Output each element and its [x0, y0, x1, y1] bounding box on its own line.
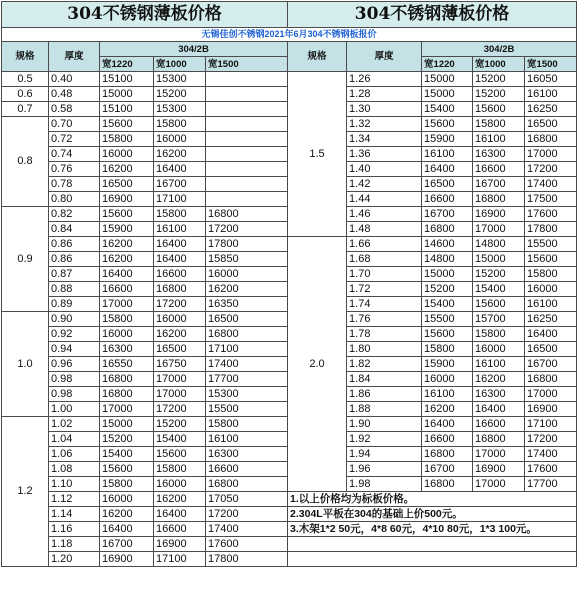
price-w1000-cell: 16200 — [154, 327, 206, 342]
price-w1000-cell: 17200 — [154, 402, 206, 417]
price-w1500-cell: 17800 — [206, 552, 288, 567]
price-w1000-cell: 15600 — [154, 447, 206, 462]
thickness-cell: 0.82 — [49, 207, 100, 222]
price-w1000-cell: 16100 — [473, 357, 525, 372]
price-w1000-cell: 16000 — [473, 342, 525, 357]
thickness-cell: 1.80 — [347, 342, 422, 357]
price-w1500-cell — [206, 72, 288, 87]
price-w1220-cell: 16500 — [100, 177, 154, 192]
thickness-cell: 1.90 — [347, 417, 422, 432]
price-w1000-cell: 17000 — [154, 372, 206, 387]
price-w1000-cell: 16700 — [473, 177, 525, 192]
thickness-cell: 1.94 — [347, 447, 422, 462]
price-w1220-cell: 16200 — [422, 402, 473, 417]
price-w1000-cell: 15400 — [154, 432, 206, 447]
thickness-cell: 1.42 — [347, 177, 422, 192]
price-w1000-cell: 16400 — [154, 252, 206, 267]
price-w1500-cell: 17800 — [525, 222, 577, 237]
price-w1220-cell: 16800 — [422, 447, 473, 462]
price-w1220-cell: 16200 — [100, 507, 154, 522]
price-w1500-cell: 16050 — [525, 72, 577, 87]
price-w1500-cell: 16000 — [525, 282, 577, 297]
price-w1220-cell: 16400 — [422, 417, 473, 432]
price-w1220-cell: 16550 — [100, 357, 154, 372]
price-w1000-cell: 16700 — [154, 177, 206, 192]
price-w1000-cell: 16300 — [473, 387, 525, 402]
price-w1220-cell: 16000 — [422, 372, 473, 387]
thickness-cell: 1.92 — [347, 432, 422, 447]
thickness-cell: 1.82 — [347, 357, 422, 372]
price-w1500-cell: 16600 — [206, 462, 288, 477]
thickness-cell: 1.72 — [347, 282, 422, 297]
spec-cell: 0.6 — [2, 87, 49, 102]
thickness-cell: 1.68 — [347, 252, 422, 267]
thickness-cell: 1.18 — [49, 537, 100, 552]
price-w1220-cell: 15200 — [422, 282, 473, 297]
price-w1500-cell: 15500 — [525, 237, 577, 252]
header-grade: 304/2B — [422, 42, 577, 57]
price-w1000-cell: 16600 — [154, 267, 206, 282]
thickness-cell: 0.80 — [49, 192, 100, 207]
price-w1220-cell: 15100 — [100, 102, 154, 117]
price-w1000-cell: 16000 — [154, 312, 206, 327]
price-w1500-cell — [206, 117, 288, 132]
price-w1500-cell: 16250 — [525, 102, 577, 117]
thickness-cell: 1.46 — [347, 207, 422, 222]
price-w1220-cell: 16600 — [100, 282, 154, 297]
thickness-cell: 0.48 — [49, 87, 100, 102]
thickness-cell: 1.28 — [347, 87, 422, 102]
header-width-1500: 宽1500 — [206, 57, 288, 72]
thickness-cell: 0.98 — [49, 372, 100, 387]
price-w1220-cell: 15000 — [422, 267, 473, 282]
price-w1500-cell: 17800 — [206, 237, 288, 252]
thickness-cell: 1.26 — [347, 72, 422, 87]
price-table — [1, 1, 577, 567]
price-w1500-cell: 17200 — [206, 507, 288, 522]
thickness-cell: 1.08 — [49, 462, 100, 477]
price-w1000-cell: 15800 — [154, 462, 206, 477]
thickness-cell: 0.87 — [49, 267, 100, 282]
price-w1000-cell: 15800 — [473, 117, 525, 132]
thickness-cell: 0.84 — [49, 222, 100, 237]
price-w1000-cell: 17000 — [473, 222, 525, 237]
price-w1220-cell: 16200 — [100, 237, 154, 252]
price-w1220-cell: 16000 — [100, 147, 154, 162]
price-w1000-cell: 15300 — [154, 102, 206, 117]
note-line: 1.以上价格均为标板价格。 — [288, 492, 577, 507]
price-w1220-cell: 16800 — [100, 387, 154, 402]
price-w1220-cell: 15400 — [100, 447, 154, 462]
price-w1000-cell: 16000 — [154, 477, 206, 492]
price-w1220-cell: 15900 — [422, 132, 473, 147]
thickness-cell: 1.86 — [347, 387, 422, 402]
price-w1000-cell: 16800 — [473, 432, 525, 447]
price-w1500-cell: 16500 — [525, 342, 577, 357]
price-w1220-cell: 15000 — [422, 87, 473, 102]
thickness-cell: 0.74 — [49, 147, 100, 162]
note-line: 2.304L平板在304的基础上价500元。 — [288, 507, 577, 522]
note-line — [288, 552, 577, 567]
thickness-cell: 1.32 — [347, 117, 422, 132]
price-w1220-cell: 16900 — [100, 552, 154, 567]
price-w1000-cell: 16000 — [154, 132, 206, 147]
note-line — [288, 537, 577, 552]
price-w1500-cell: 16400 — [525, 327, 577, 342]
price-w1500-cell: 15500 — [206, 402, 288, 417]
price-w1000-cell: 15600 — [473, 102, 525, 117]
price-w1500-cell: 17600 — [525, 462, 577, 477]
title-row — [2, 2, 577, 28]
price-w1500-cell: 16000 — [206, 267, 288, 282]
price-w1220-cell: 16700 — [422, 462, 473, 477]
price-w1220-cell: 16100 — [422, 147, 473, 162]
price-w1220-cell: 16400 — [100, 267, 154, 282]
thickness-cell: 1.14 — [49, 507, 100, 522]
spec-cell: 0.8 — [2, 117, 49, 207]
price-w1500-cell: 16100 — [525, 297, 577, 312]
price-w1500-cell: 15850 — [206, 252, 288, 267]
quote-subtitle: 无锡佳创不锈钢2021年6月304不锈钢板报价 — [2, 28, 577, 42]
price-w1000-cell: 15200 — [473, 72, 525, 87]
price-w1220-cell: 16700 — [422, 207, 473, 222]
price-w1500-cell: 17500 — [525, 192, 577, 207]
price-w1220-cell: 15400 — [422, 297, 473, 312]
price-w1500-cell: 17000 — [525, 387, 577, 402]
price-w1500-cell: 16800 — [206, 327, 288, 342]
header-width-1220: 宽1220 — [100, 57, 154, 72]
price-w1500-cell: 16300 — [206, 447, 288, 462]
price-w1000-cell: 17200 — [154, 297, 206, 312]
price-w1220-cell: 15000 — [100, 87, 154, 102]
price-w1000-cell: 16750 — [154, 357, 206, 372]
price-w1500-cell: 15300 — [206, 387, 288, 402]
price-w1220-cell: 15600 — [422, 327, 473, 342]
price-w1000-cell: 16800 — [473, 192, 525, 207]
price-w1220-cell: 15600 — [100, 207, 154, 222]
price-w1220-cell: 16400 — [100, 522, 154, 537]
thickness-cell: 0.78 — [49, 177, 100, 192]
header-spec: 规格 — [2, 42, 49, 72]
spec-cell: 1.2 — [2, 417, 49, 567]
spec-cell: 1.0 — [2, 312, 49, 417]
thickness-cell: 1.06 — [49, 447, 100, 462]
price-w1500-cell — [206, 147, 288, 162]
thickness-cell: 1.02 — [49, 417, 100, 432]
page-title-left: 304不锈钢薄板价格 — [2, 2, 288, 28]
price-w1000-cell: 15200 — [473, 267, 525, 282]
spec-cell: 0.9 — [2, 207, 49, 312]
spec-cell: 0.7 — [2, 102, 49, 117]
thickness-cell: 1.44 — [347, 192, 422, 207]
thickness-cell: 0.96 — [49, 357, 100, 372]
table-row — [2, 492, 577, 507]
price-w1000-cell: 16100 — [154, 222, 206, 237]
thickness-cell: 1.48 — [347, 222, 422, 237]
price-w1500-cell: 16100 — [525, 87, 577, 102]
price-w1500-cell: 16100 — [206, 432, 288, 447]
price-w1000-cell: 15400 — [473, 282, 525, 297]
header-thickness: 厚度 — [49, 42, 100, 72]
price-w1000-cell: 15800 — [154, 117, 206, 132]
thickness-cell: 1.70 — [347, 267, 422, 282]
price-w1220-cell: 16400 — [422, 162, 473, 177]
price-w1000-cell: 16400 — [473, 402, 525, 417]
price-w1500-cell: 17600 — [206, 537, 288, 552]
thickness-cell: 0.58 — [49, 102, 100, 117]
thickness-cell: 0.90 — [49, 312, 100, 327]
price-w1500-cell: 17200 — [206, 222, 288, 237]
table-row — [2, 522, 577, 537]
price-w1220-cell: 16300 — [100, 342, 154, 357]
thickness-cell: 0.86 — [49, 237, 100, 252]
price-w1000-cell: 16500 — [154, 342, 206, 357]
price-w1500-cell: 17400 — [525, 177, 577, 192]
price-w1500-cell: 17100 — [525, 417, 577, 432]
thickness-cell: 1.88 — [347, 402, 422, 417]
header-spec: 规格 — [288, 42, 347, 72]
price-w1220-cell: 15600 — [422, 117, 473, 132]
price-w1000-cell: 17000 — [473, 447, 525, 462]
price-w1500-cell: 16200 — [206, 282, 288, 297]
price-w1000-cell: 15000 — [473, 252, 525, 267]
price-w1220-cell: 15000 — [422, 72, 473, 87]
price-w1500-cell: 17050 — [206, 492, 288, 507]
price-w1220-cell: 16600 — [422, 192, 473, 207]
thickness-cell: 1.96 — [347, 462, 422, 477]
thickness-cell: 1.30 — [347, 102, 422, 117]
price-w1500-cell: 16700 — [525, 357, 577, 372]
price-w1000-cell: 16300 — [473, 147, 525, 162]
price-w1000-cell: 15600 — [473, 297, 525, 312]
price-w1500-cell: 15800 — [525, 267, 577, 282]
thickness-cell: 1.36 — [347, 147, 422, 162]
price-w1000-cell: 15300 — [154, 72, 206, 87]
thickness-cell: 1.34 — [347, 132, 422, 147]
price-w1220-cell: 15500 — [422, 312, 473, 327]
price-w1500-cell: 17600 — [525, 207, 577, 222]
price-w1220-cell: 16600 — [422, 432, 473, 447]
thickness-cell: 1.66 — [347, 237, 422, 252]
price-w1500-cell: 16900 — [525, 402, 577, 417]
table-row — [2, 72, 577, 87]
price-w1000-cell: 17100 — [154, 552, 206, 567]
price-w1220-cell: 16000 — [100, 492, 154, 507]
price-w1000-cell: 16400 — [154, 162, 206, 177]
thickness-cell: 1.20 — [49, 552, 100, 567]
price-w1000-cell: 16200 — [473, 372, 525, 387]
price-w1000-cell: 16200 — [154, 492, 206, 507]
price-w1220-cell: 17000 — [100, 402, 154, 417]
spec-cell: 0.5 — [2, 72, 49, 87]
price-w1500-cell: 17000 — [525, 147, 577, 162]
thickness-cell: 1.74 — [347, 297, 422, 312]
price-w1000-cell: 16900 — [473, 207, 525, 222]
price-w1220-cell: 15600 — [100, 462, 154, 477]
page-title-right: 304不锈钢薄板价格 — [288, 2, 577, 28]
price-w1000-cell: 15200 — [154, 417, 206, 432]
price-w1000-cell: 16200 — [154, 147, 206, 162]
spec-cell: 2.0 — [288, 237, 347, 492]
price-w1000-cell: 16900 — [154, 537, 206, 552]
thickness-cell: 0.88 — [49, 282, 100, 297]
price-w1220-cell: 16100 — [422, 387, 473, 402]
thickness-cell: 0.86 — [49, 252, 100, 267]
header-width-1000: 宽1000 — [473, 57, 525, 72]
price-w1220-cell: 16200 — [100, 162, 154, 177]
price-w1500-cell: 17200 — [525, 162, 577, 177]
price-w1500-cell — [206, 192, 288, 207]
price-w1000-cell: 16600 — [473, 162, 525, 177]
thickness-cell: 0.70 — [49, 117, 100, 132]
price-w1000-cell: 16400 — [154, 237, 206, 252]
price-w1000-cell: 16400 — [154, 507, 206, 522]
price-w1500-cell: 17400 — [206, 357, 288, 372]
price-w1500-cell: 16500 — [525, 117, 577, 132]
thickness-cell: 0.92 — [49, 327, 100, 342]
price-w1220-cell: 15800 — [100, 477, 154, 492]
thickness-cell: 1.84 — [347, 372, 422, 387]
price-w1500-cell — [206, 177, 288, 192]
thickness-cell: 0.72 — [49, 132, 100, 147]
price-w1220-cell: 14800 — [422, 252, 473, 267]
thickness-cell: 0.94 — [49, 342, 100, 357]
thickness-cell: 0.89 — [49, 297, 100, 312]
price-w1220-cell: 16800 — [100, 372, 154, 387]
spec-cell: 1.5 — [288, 72, 347, 237]
thickness-cell: 1.40 — [347, 162, 422, 177]
price-w1220-cell: 15100 — [100, 72, 154, 87]
price-w1000-cell: 16100 — [473, 132, 525, 147]
price-w1000-cell: 17100 — [154, 192, 206, 207]
price-w1500-cell: 16500 — [206, 312, 288, 327]
price-w1500-cell: 16800 — [525, 372, 577, 387]
subtitle-row — [2, 28, 577, 42]
price-w1500-cell: 16800 — [525, 132, 577, 147]
table-row — [2, 237, 577, 252]
price-w1000-cell: 16600 — [473, 417, 525, 432]
thickness-cell: 1.16 — [49, 522, 100, 537]
price-w1220-cell: 17000 — [100, 297, 154, 312]
price-w1000-cell: 14800 — [473, 237, 525, 252]
price-w1220-cell: 15400 — [422, 102, 473, 117]
price-w1500-cell: 16350 — [206, 297, 288, 312]
thickness-cell: 1.76 — [347, 312, 422, 327]
price-w1000-cell: 16800 — [154, 282, 206, 297]
price-w1500-cell — [206, 162, 288, 177]
table-row — [2, 552, 577, 567]
thickness-cell: 0.76 — [49, 162, 100, 177]
price-w1500-cell: 17400 — [206, 522, 288, 537]
price-w1220-cell: 15000 — [100, 417, 154, 432]
price-w1220-cell: 15600 — [100, 117, 154, 132]
thickness-cell: 1.10 — [49, 477, 100, 492]
price-w1220-cell: 16000 — [100, 327, 154, 342]
price-w1500-cell: 17100 — [206, 342, 288, 357]
header-width-1500: 宽1500 — [525, 57, 577, 72]
thickness-cell: 0.98 — [49, 387, 100, 402]
header-thickness: 厚度 — [347, 42, 422, 72]
price-w1000-cell: 15700 — [473, 312, 525, 327]
price-w1220-cell: 15200 — [100, 432, 154, 447]
header-grade: 304/2B — [100, 42, 288, 57]
price-w1220-cell: 15800 — [100, 132, 154, 147]
price-w1500-cell: 15800 — [206, 417, 288, 432]
price-w1220-cell: 16800 — [422, 477, 473, 492]
price-w1000-cell: 17000 — [154, 387, 206, 402]
price-w1500-cell: 17400 — [525, 447, 577, 462]
thickness-cell: 1.00 — [49, 402, 100, 417]
price-w1220-cell: 16200 — [100, 252, 154, 267]
price-w1500-cell: 16800 — [206, 207, 288, 222]
table-row — [2, 507, 577, 522]
thickness-cell: 1.78 — [347, 327, 422, 342]
price-w1220-cell: 16800 — [422, 222, 473, 237]
header-width-1000: 宽1000 — [154, 57, 206, 72]
price-w1500-cell: 17700 — [525, 477, 577, 492]
thickness-cell: 1.04 — [49, 432, 100, 447]
thickness-cell: 1.12 — [49, 492, 100, 507]
thickness-cell: 0.40 — [49, 72, 100, 87]
price-w1500-cell — [206, 132, 288, 147]
price-w1000-cell: 15800 — [154, 207, 206, 222]
thickness-cell: 1.98 — [347, 477, 422, 492]
header-width-1220: 宽1220 — [422, 57, 473, 72]
price-w1220-cell: 14600 — [422, 237, 473, 252]
note-line: 3.木架1*2 50元，4*8 60元，4*10 80元，1*3 100元。 — [288, 522, 577, 537]
price-w1220-cell: 16700 — [100, 537, 154, 552]
price-w1500-cell: 15600 — [525, 252, 577, 267]
price-w1000-cell: 15200 — [473, 87, 525, 102]
price-w1000-cell: 15800 — [473, 327, 525, 342]
price-w1500-cell: 16800 — [206, 477, 288, 492]
price-w1220-cell: 15900 — [422, 357, 473, 372]
price-w1220-cell: 16500 — [422, 177, 473, 192]
price-w1500-cell — [206, 102, 288, 117]
price-w1000-cell: 16900 — [473, 462, 525, 477]
price-w1220-cell: 15800 — [422, 342, 473, 357]
price-w1220-cell: 16900 — [100, 192, 154, 207]
price-w1500-cell: 17200 — [525, 432, 577, 447]
header-row — [2, 42, 577, 57]
price-w1500-cell — [206, 87, 288, 102]
price-w1000-cell: 16600 — [154, 522, 206, 537]
price-w1220-cell: 15800 — [100, 312, 154, 327]
table-row — [2, 537, 577, 552]
price-w1000-cell: 17000 — [473, 477, 525, 492]
price-w1220-cell: 15900 — [100, 222, 154, 237]
price-w1500-cell: 16250 — [525, 312, 577, 327]
price-w1000-cell: 15200 — [154, 87, 206, 102]
price-w1500-cell: 17700 — [206, 372, 288, 387]
